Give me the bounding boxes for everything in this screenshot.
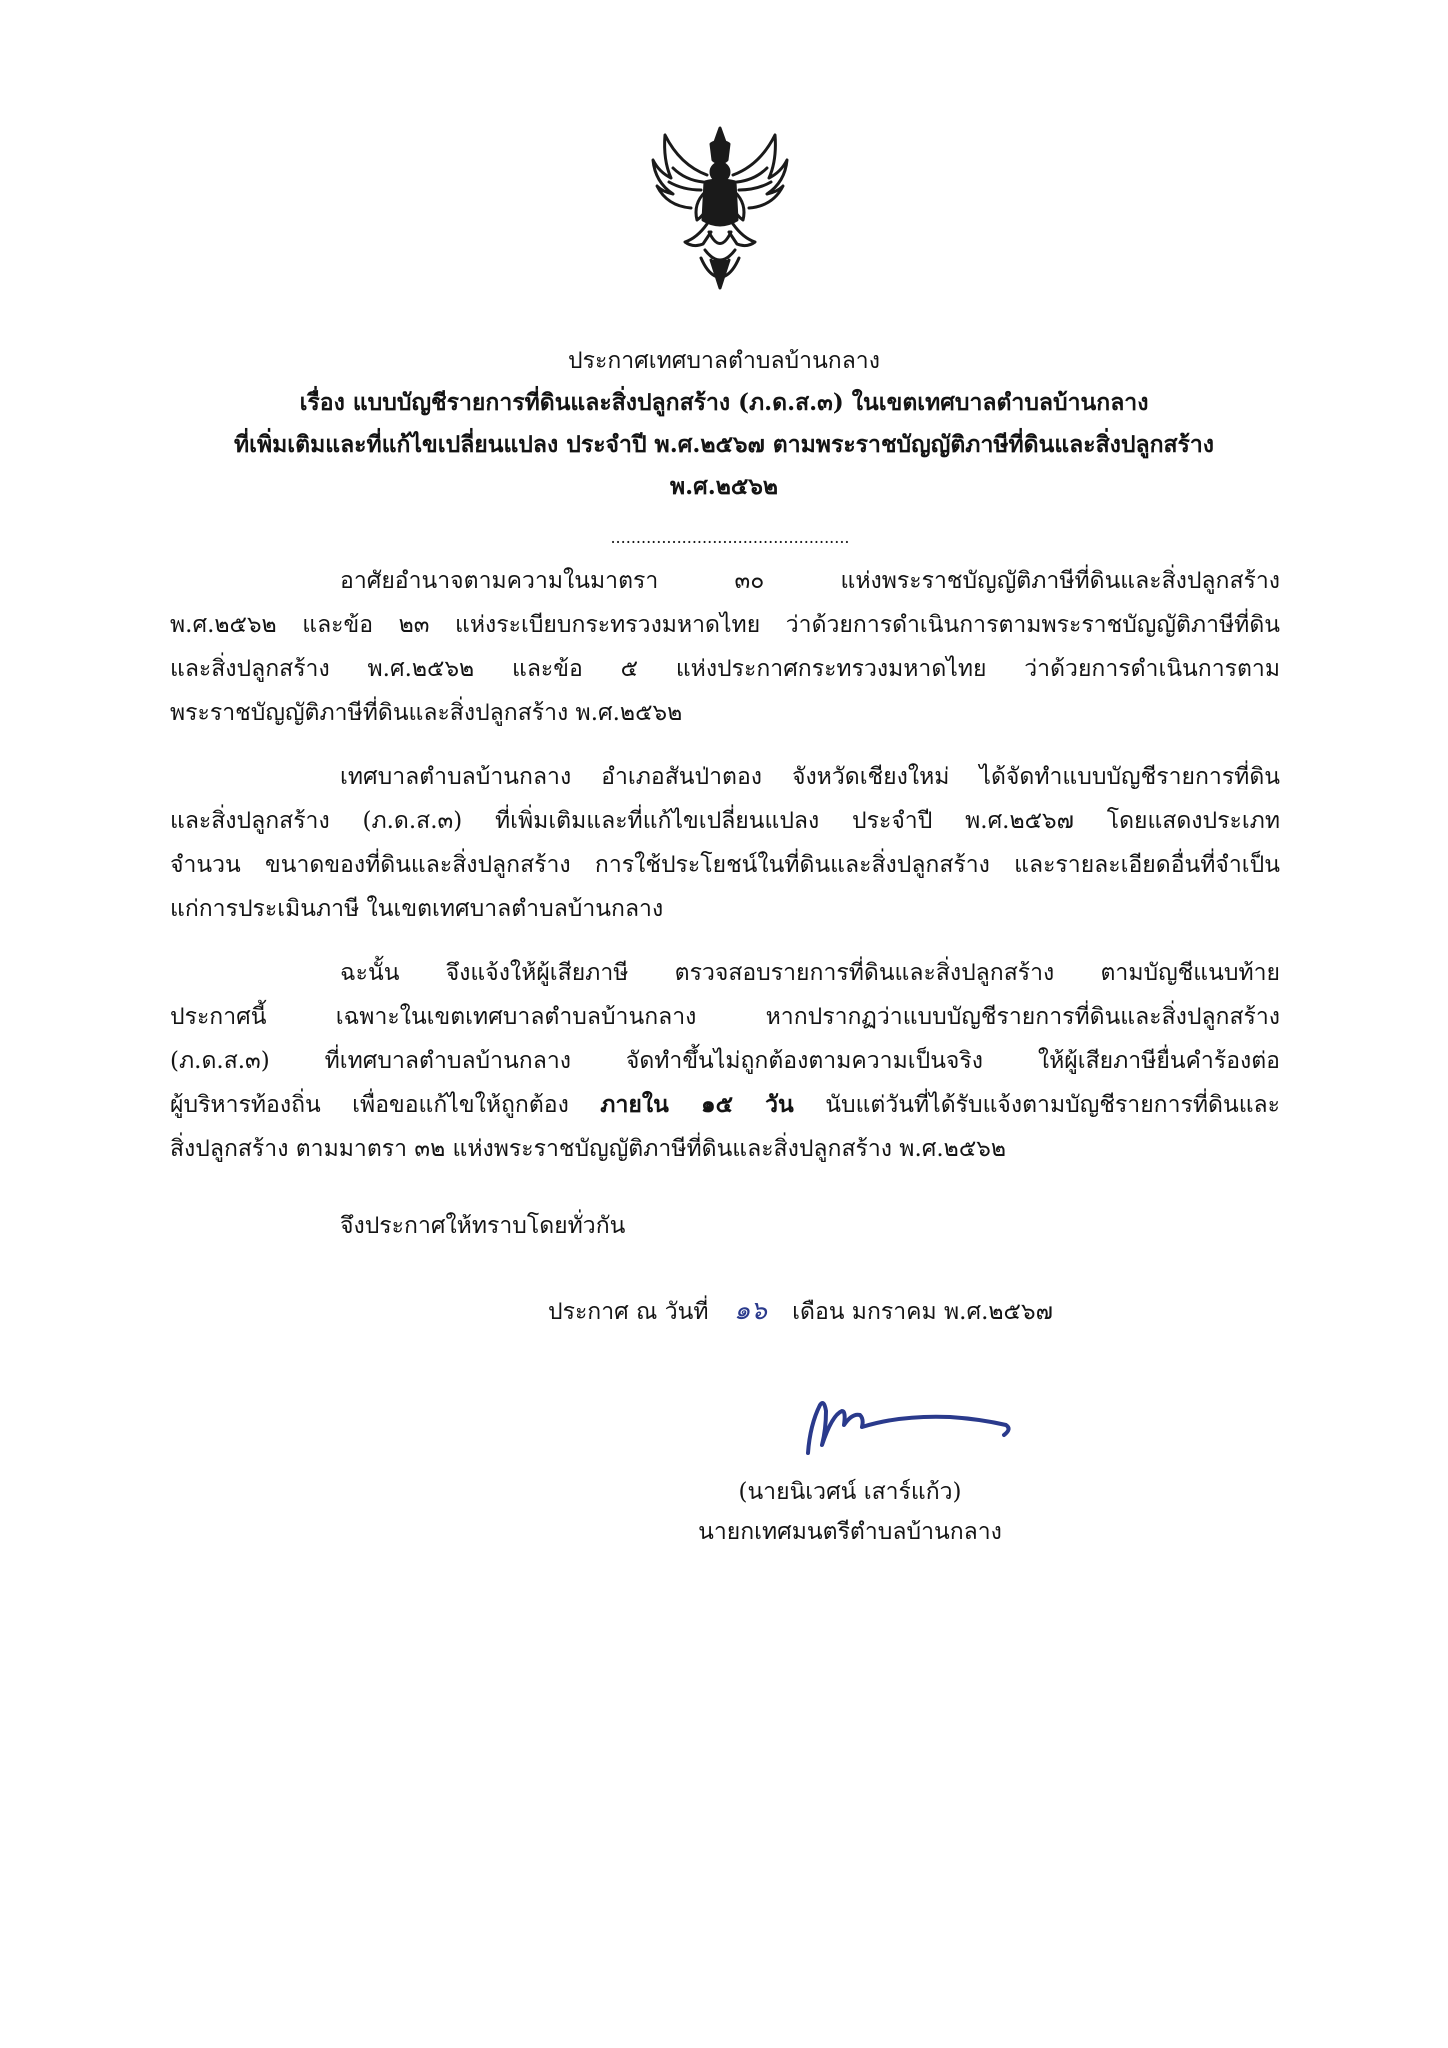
header-year: พ.ศ.๒๕๖๒ <box>669 473 779 500</box>
paragraph-1-line-4: พระราชบัญญัติภาษีที่ดินและสิ่งปลูกสร้าง พ.ศ.๒๕๖๒ <box>170 700 683 726</box>
header-issuer: ประกาศเทศบาลตำบลบ้านกลาง <box>568 348 880 374</box>
paragraph-2-line-2: และสิ่งปลูกสร้าง (ภ.ด.ส.๓) ที่เพิ่มเติมและที่แก้ไขเปลี่ยนแปลง ประจำปี พ.ศ.๒๕๖๗ โดยแสดงประเภท <box>170 808 1280 834</box>
paragraph-3-line-1: ฉะนั้น จึงแจ้งให้ผู้เสียภาษี ตรวจสอบรายการที่ดินและสิ่งปลูกสร้าง ตามบัญชีแนบท้าย <box>340 960 1280 986</box>
closing-statement: จึงประกาศให้ทราบโดยทั่วกัน <box>340 1213 626 1239</box>
paragraph-3-line-5: สิ่งปลูกสร้าง ตามมาตรา ๓๒ แห่งพระราชบัญญัติภาษีที่ดินและสิ่งปลูกสร้าง พ.ศ.๒๕๖๒ <box>170 1136 1007 1162</box>
announcement-date <box>548 1290 1053 1331</box>
signature-icon <box>780 1385 1020 1465</box>
deadline-emphasis: ภายใน ๑๕ วัน <box>600 1091 794 1118</box>
announcement-header <box>150 340 1298 508</box>
deadline-pre: ผู้บริหารท้องถิ่น เพื่อขอแก้ไขให้ถูกต้อง <box>170 1092 601 1118</box>
garuda-emblem-icon <box>645 120 795 295</box>
paragraph-2-line-3: จำนวน ขนาดของที่ดินและสิ่งปลูกสร้าง การใช้ประโยชน์ในที่ดินและสิ่งปลูกสร้าง และรายละเอียดอื่นที่จำเป็น <box>170 852 1280 878</box>
header-subject: เรื่อง แบบบัญชีรายการที่ดินและสิ่งปลูกสร้าง (ภ.ด.ส.๓) ในเขตเทศบาลตำบลบ้านกลาง <box>299 389 1149 416</box>
paragraph-2-line-4: แก่การประเมินภาษี ในเขตเทศบาลตำบลบ้านกลาง <box>170 896 664 922</box>
date-suffix: เดือน มกราคม พ.ศ.๒๕๖๗ <box>792 1299 1053 1325</box>
date-day-handwritten: ๑๖ <box>733 1296 767 1326</box>
header-separator: ............................................... <box>610 528 850 547</box>
deadline-post: นับแต่วันที่ได้รับแจ้งตามบัญชีรายการที่ดินและ <box>793 1092 1280 1118</box>
paragraph-3-line-4 <box>170 1090 1280 1120</box>
paragraph-1-line-2: พ.ศ.๒๕๖๒ และข้อ ๒๓ แห่งระเบียบกระทรวงมหาดไทย ว่าด้วยการดำเนินการตามพระราชบัญญัติภาษีที่ดิน <box>170 612 1280 638</box>
paragraph-1-line-1: อาศัยอำนาจตามความในมาตรา ๓๐ แห่งพระราชบัญญัติภาษีที่ดินและสิ่งปลูกสร้าง <box>340 568 1280 594</box>
signer-name: (นายนิเวศน์ เสาร์แก้ว) <box>738 1479 962 1505</box>
paragraph-1-line-3: และสิ่งปลูกสร้าง พ.ศ.๒๕๖๒ และข้อ ๕ แห่งประกาศกระทรวงมหาดไทย ว่าด้วยการดำเนินการตาม <box>170 656 1280 682</box>
signer-position: นายกเทศมนตรีตำบลบ้านกลาง <box>698 1519 1002 1545</box>
header-subject-cont: ที่เพิ่มเติมและที่แก้ไขเปลี่ยนแปลง ประจำปี พ.ศ.๒๕๖๗ ตามพระราชบัญญัติภาษีที่ดินและสิ่งปลูกสร้าง <box>233 431 1215 458</box>
paragraph-3-line-3: (ภ.ด.ส.๓) ที่เทศบาลตำบลบ้านกลาง จัดทำขึ้นไม่ถูกต้องตามความเป็นจริง ให้ผู้เสียภาษียื่นคำร้องต่อ <box>170 1048 1280 1074</box>
date-prefix: ประกาศ ณ วันที่ <box>548 1299 709 1325</box>
paragraph-3-line-2: ประกาศนี้ เฉพาะในเขตเทศบาลตำบลบ้านกลาง หากปรากฏว่าแบบบัญชีรายการที่ดินและสิ่งปลูกสร้าง <box>170 1004 1280 1030</box>
paragraph-2-line-1: เทศบาลตำบลบ้านกลาง อำเภอสันป่าตอง จังหวัดเชียงใหม่ ได้จัดทำแบบบัญชีรายการที่ดิน <box>340 764 1280 790</box>
